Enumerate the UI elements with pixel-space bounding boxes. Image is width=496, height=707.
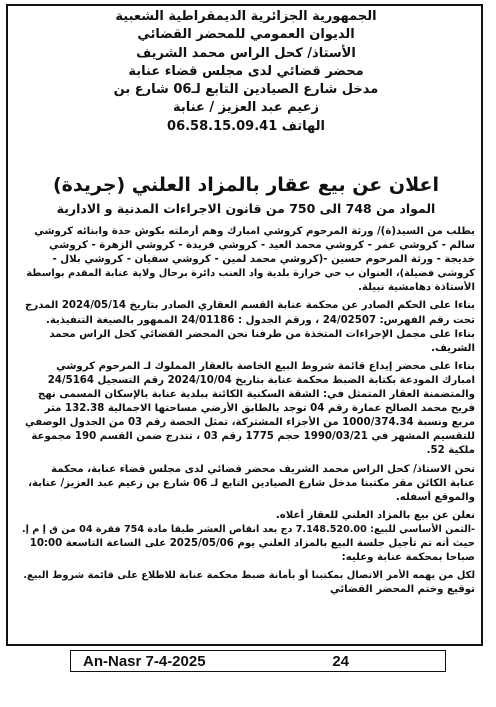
- body-line: الشريف.: [431, 342, 475, 354]
- body-line: مربع ونسبة 1000/374.34 من الأجزاء المشتركة، تمثل الحصة رقم 03 من الجدول الوصفي: [24, 417, 475, 429]
- body-line: لكل من يهمه الأمر الاتصال بمكتبنا أو بأمانة ضبط محكمة عنابة للاطلاع على قائمة شروط البيع.: [23, 570, 475, 582]
- body-line: صباحا بمحكمة عنابة وعليه:: [341, 552, 475, 564]
- letterhead-line: الأستاذ/ كحل الراس محمد الشريف: [136, 45, 356, 61]
- body-line: والموقع أسفله.: [395, 491, 475, 503]
- body-line: تحت رقم الفهرس: 24/02507 ، ورقم الجدول : 24/01186 الممهور بالصيغة التنفيذية.: [45, 314, 475, 326]
- body-line: سالم - كروشي عمر - كروشي محمد العيد - كروشي فريدة - كروشي الزهرة - كروشي: [49, 240, 475, 252]
- body-line: الأستاذة دهامشية نبيلة.: [358, 282, 475, 294]
- letterhead-line: الهاتف 06.58.15.09.41: [167, 118, 325, 134]
- body-line: توقيع وختم المحضر القضائي: [330, 584, 475, 596]
- announcement-title: اعلان عن بيع عقار بالمزاد العلني (جريدة): [52, 174, 440, 196]
- body-line: كروشي فضيلة)، العنوان ب حي خرازة بلدية واد العنب دائرة برحال ولاية عنابة المقدم بواسطة: [26, 268, 475, 280]
- body-line: نعلن عن بيع بالمزاد العلني للعقار أعلاه.: [275, 509, 475, 521]
- body-line: ملكية 52.: [426, 445, 475, 457]
- letterhead-line: محضر قضائي لدى مجلس قضاء عنابة: [128, 63, 364, 79]
- page-footer: [70, 650, 446, 672]
- body-line: فريح محمد الصالح عمارة رقم 04 توجد بالطابق الأرضي مساحتها الاجمالية 132.38 متر: [44, 403, 475, 415]
- body-line: حيث أنه تم تأجيل جلسة البيع بالمزاد العلني يوم 2025/05/06 على الساعة التاسعة 10:00: [29, 537, 475, 549]
- body-line: نحن الاستاذ/ كحل الراس محمد الشريف محضر قضائي لدى مجلس قضاء عنابة، محكمة: [51, 463, 475, 475]
- body-line: بناءا على محضر إيداع قائمة شروط البيع الخاصة بالعقار المملوك لـ المرحوم كروشي: [56, 360, 475, 372]
- body-line: خديجة - ورثة المرحوم حسين -(كروشي محمد لمين - كروشي سفيان - كروشي بلال -: [52, 254, 475, 266]
- letterhead-line: مدخل شارع الصيادين التابع لـ06 شارع بن: [113, 82, 379, 98]
- body-line: بطلب من السيد(ة)/ ورثة المرحوم كروشي امبارك وهم أرملته بكوش حدة وابنائه كروشي: [34, 226, 475, 237]
- body-line: للتقسيم المشهر في 1990/03/21 حجم 1775 رقم 03 ، تندرج ضمن القسم 190 مجموعة: [31, 431, 475, 443]
- letterhead-line: الديوان العمومي للمحضر القضائي: [137, 27, 355, 43]
- body-line: امبارك المودعة بكتابة الضبط محكمة عنابة بتاريخ 2024/10/04 رقم التسجيل 24/5164: [47, 374, 475, 386]
- body-line: بناءا على الحكم الصادر عن محكمة عنابة القسم العقاري الصادر بتاريخ 2024/05/14 المدرج: [25, 300, 475, 312]
- page-number: 24: [332, 652, 349, 670]
- body-line: بناءا على مجمل الإجراءات المتخذة من طرفنا نحن المحضر القضائي كحل الراس محمد: [49, 328, 475, 340]
- body-line: -الثمن الأساسي للبيع: 7.148.520.00 دج بعد انقاص العشر طبقا مادة 754 فقرة 04 من ق إ م إ.: [22, 523, 475, 535]
- announcement-body: [20, 225, 475, 597]
- body-line: عنابة الكائن مقر مكتبنا مدخل شارع الصيادين التابع لـ 06 شارع بن زعيم عبد العزيز/ عنابة،: [28, 477, 475, 489]
- letterhead-line: الجمهورية الجزائرية الديمقراطية الشعبية: [115, 9, 377, 24]
- announcement-frame: [6, 4, 483, 646]
- body-line: والمتضمنة العقار المتمثل في: الشقة السكنية الكائنة ببلدية عنابة بالإسكان المسمى نهج: [37, 389, 475, 401]
- publication-date: An-Nasr 7-4-2025: [83, 652, 206, 670]
- announcement-subtitle: المواد من 748 الى 750 من قانون الاجراءات المدنية و الادارية: [56, 201, 436, 216]
- bailiff-letterhead: [16, 8, 476, 136]
- letterhead-line: زعيم عبد العزيز / عنابة: [173, 100, 319, 116]
